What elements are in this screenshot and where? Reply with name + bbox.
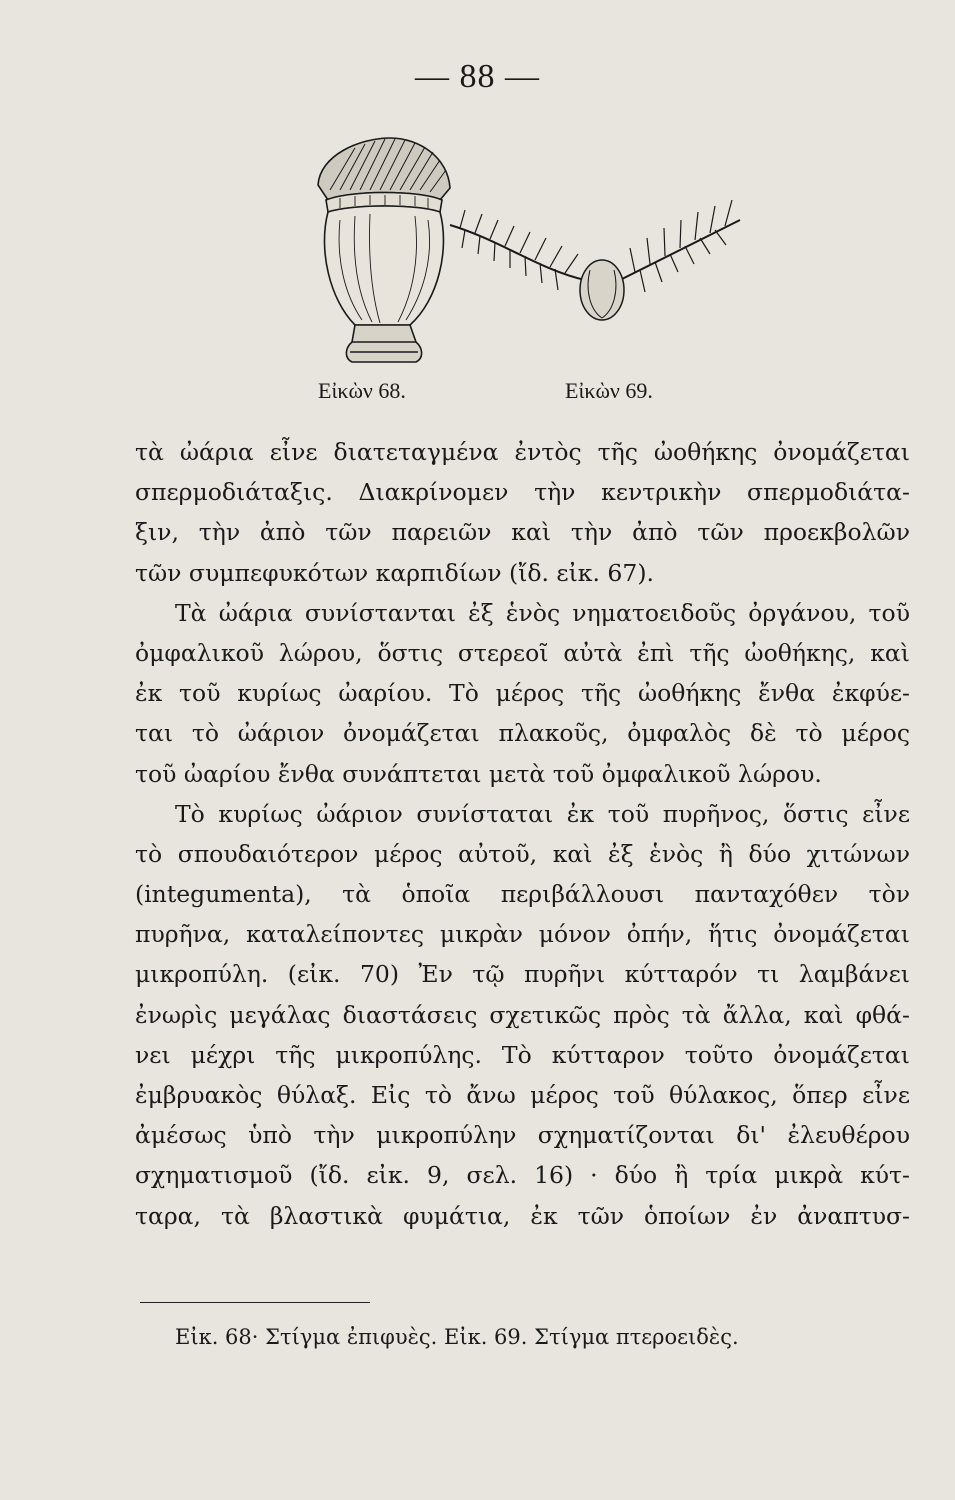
- body-text: [135, 432, 910, 1236]
- text-line: ἐμβρυακὸς θύλαξ. Εἰς τὸ ἄνω μέρος τοῦ θύλακος, ὅπερ εἶνε: [135, 1081, 910, 1109]
- figure-illustrations: [300, 130, 760, 390]
- text-line: ται τὸ ὠάριον ὀνομάζεται πλακοῦς, ὀμφαλὸς δὲ τὸ μέρος: [135, 719, 910, 748]
- footnote: Εἰκ. 68· Στίγμα ἐπιφυὲς. Εἰκ. 69. Στίγμα πτεροειδὲς.: [175, 1325, 739, 1349]
- text-line: Τὰ ὠάρια συνίστανται ἐξ ἑνὸς νηματοειδοῦς ὀργάνου, τοῦ: [175, 598, 910, 627]
- figure-68-caption: Εἰκὼν 68.: [318, 378, 406, 403]
- text-line: σπερμοδιάταξις. Διακρίνομεν τὴν κεντρικὴν σπερμοδιάτα-: [135, 478, 910, 507]
- text-line: ἐνωρὶς μεγάλας διαστάσεις σχετικῶς πρὸς τὰ ἄλλα, καὶ φθά-: [135, 1000, 910, 1029]
- text-line: τὸ σπουδαιότερον μέρος αὐτοῦ, καὶ ἐξ ἑνὸς ἢ δύο χιτώνων: [135, 839, 910, 868]
- footnote-divider: [140, 1302, 370, 1303]
- page-number: — 88 —: [415, 58, 540, 95]
- text-line: τὰ ὠάρια εἶνε διατεταγμένα ἐντὸς τῆς ὠοθήκης ὀνομάζεται: [135, 438, 910, 466]
- text-line: ὀμφαλικοῦ λώρου, ὅστις στερεοῖ αὐτὰ ἐπὶ τῆς ὠοθήκης, καὶ: [135, 638, 910, 667]
- text-line: πυρῆνα, καταλείποντες μικρὰν μόνον ὀπήν, ἥτις ὀνομάζεται: [135, 920, 910, 949]
- text-line: ἀμέσως ὑπὸ τὴν μικροπύλην σχηματίζονται δι' ἐλευθέρου: [135, 1121, 910, 1150]
- text-line: ἐκ τοῦ κυρίως ὠαρίου. Τὸ μέρος τῆς ὠοθήκης ἔνθα ἐκφύε-: [135, 679, 910, 708]
- figure-69-caption: Εἰκὼν 69.: [565, 378, 653, 403]
- text-line: ταρα, τὰ βλαστικὰ φυμάτια, ἐκ τῶν ὁποίων ἐν ἀναπτυσ-: [135, 1201, 910, 1230]
- text-line: νει μέχρι τῆς μικροπύλης. Τὸ κύτταρον τοῦτο ὀνομάζεται: [135, 1040, 910, 1069]
- text-line: ξιν, τὴν ἀπὸ τῶν παρειῶν καὶ τὴν ἀπὸ τῶν προεκβολῶν: [135, 518, 910, 547]
- text-line: Τὸ κυρίως ὠάριον συνίσταται ἐκ τοῦ πυρῆνος, ὅστις εἶνε: [175, 799, 910, 828]
- text-line: τῶν συμπεφυκότων καρπιδίων (ἴδ. εἰκ. 67).: [135, 558, 654, 587]
- text-line: μικροπύλη. (εἰκ. 70) Ἐν τῷ πυρῆνι κύτταρόν τι λαμβάνει: [135, 960, 910, 989]
- figure-68-stigma-illustration: [318, 138, 450, 362]
- text-line: σχηματισμοῦ (ἴδ. εἰκ. 9, σελ. 16) · δύο ἢ τρία μικρὰ κύτ-: [135, 1161, 910, 1190]
- figure-69-feathery-stigma-illustration: [450, 200, 740, 320]
- text-line: (integumenta), τὰ ὁποῖα περιβάλλουσι πανταχόθεν τὸν: [135, 880, 910, 909]
- text-line: τοῦ ὠαρίου ἔνθα συνάπτεται μετὰ τοῦ ὀμφαλικοῦ λώρου.: [135, 759, 822, 788]
